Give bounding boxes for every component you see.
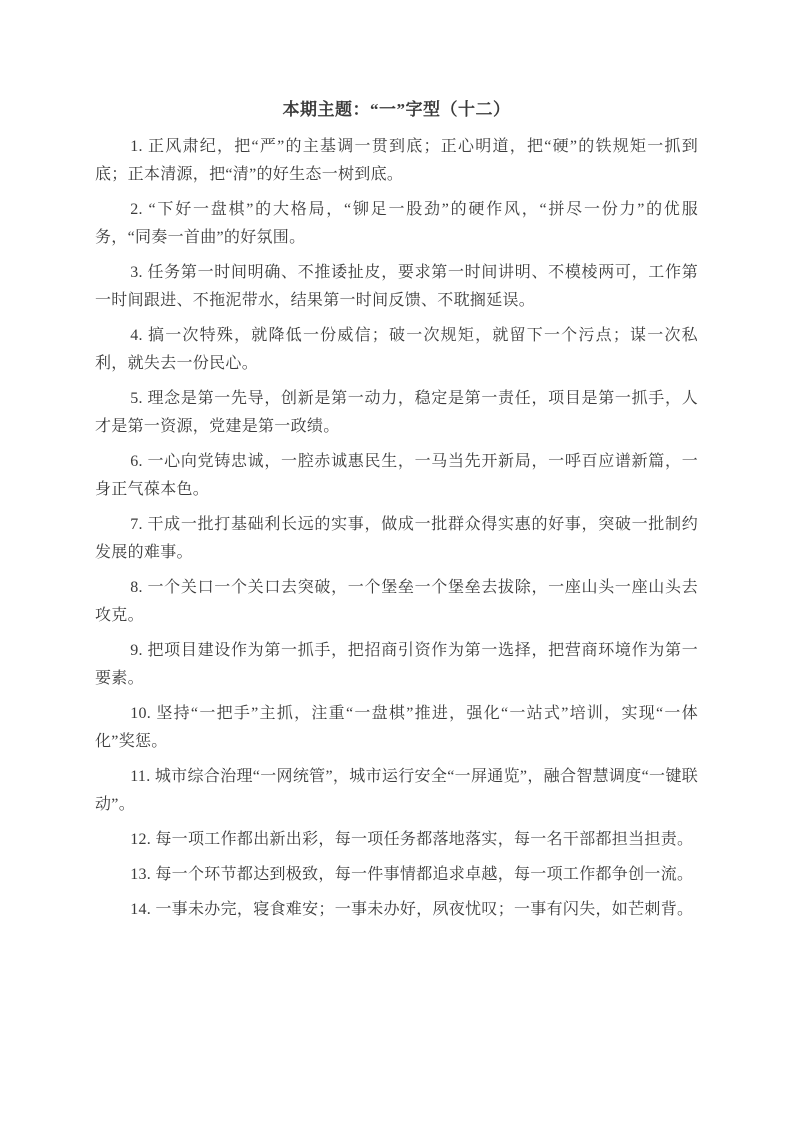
paragraph: 13. 每一个环节都达到极致，每一件事情都追求卓越，每一项工作都争创一流。 — [130, 866, 694, 883]
paragraph: 4. 搞一次特殊，就降低一份威信；破一次规矩，就留下一个污点；谋一次私利，就失去一份民心。 — [95, 327, 698, 372]
paragraph: 11. 城市综合治理“一网统管”，城市运行安全“一屏通览”，融合智慧调度“一键联动”。 — [95, 768, 698, 813]
paragraph: 7. 干成一批打基础利长远的实事，做成一批群众得实惠的好事，突破一批制约发展的难事。 — [95, 516, 698, 561]
paragraph: 6. 一心向党铸忠诚，一腔赤诚惠民生，一马当先开新局，一呼百应谱新篇，一身正气葆本色。 — [95, 453, 698, 498]
paragraph: 5. 理念是第一先导，创新是第一动力，稳定是第一责任，项目是第一抓手，人才是第一资源，党建是第一政绩。 — [95, 390, 698, 435]
paragraph: 10. 坚持“一把手”主抓，注重“一盘棋”推进，强化“一站式”培训，实现“一体化”奖惩。 — [95, 705, 698, 750]
paragraph: 1. 正风肃纪，把“严”的主基调一贯到底；正心明道，把“硬”的铁规矩一抓到底；正本清源，把“清”的好生态一树到底。 — [95, 138, 698, 183]
paragraph: 3. 任务第一时间明确、不推诿扯皮，要求第一时间讲明、不模棱两可，工作第一时间跟进、不拖泥带水，结果第一时间反馈、不耽搁延误。 — [95, 264, 698, 309]
paragraph: 12. 每一项工作都出新出彩，每一项任务都落地落实，每一名干部都担当担责。 — [130, 831, 694, 848]
paragraph-list — [95, 133, 698, 924]
paragraph: 8. 一个关口一个关口去突破，一个堡垒一个堡垒去拔除，一座山头一座山头去攻克。 — [95, 579, 698, 624]
page-title: 本期主题：“一”字型（十二） — [282, 100, 511, 119]
paragraph: 2. “下好一盘棋”的大格局，“铆足一股劲”的硬作风，“拼尽一份力”的优服务，“同奏一首曲”的好氛围。 — [95, 201, 698, 246]
paragraph: 9. 把项目建设作为第一抓手，把招商引资作为第一选择，把营商环境作为第一要素。 — [95, 642, 698, 687]
paragraph: 14. 一事未办完，寝食难安；一事未办好，夙夜忧叹；一事有闪失，如芒刺背。 — [130, 901, 694, 918]
